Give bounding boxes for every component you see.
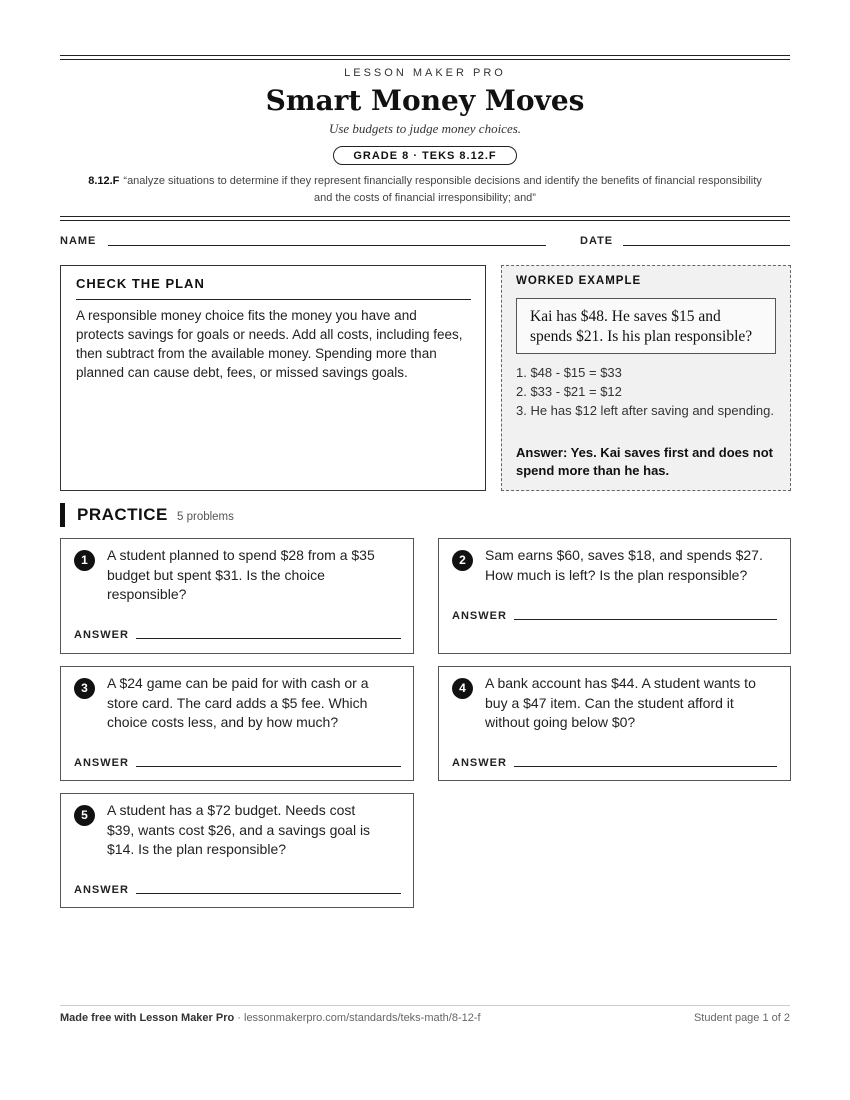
footer-page-number: Student page 1 of 2 xyxy=(693,1012,790,1024)
answer-field-3[interactable] xyxy=(136,766,401,767)
step-2: 2. $33 - $21 = $12 xyxy=(516,384,622,399)
answer-label-5: ANSWER xyxy=(74,884,129,896)
answer-field-4[interactable] xyxy=(514,766,777,767)
grade-badge: GRADE 8 · TEKS 8.12.F xyxy=(333,146,517,165)
problem-4-line-1: A bank account has $44. A student wants to xyxy=(485,675,756,691)
problem-2-line-1: Sam earns $60, saves $18, and spends $27. xyxy=(485,547,763,563)
problem-number-5: 5 xyxy=(74,805,95,826)
problem-card-3 xyxy=(60,666,414,781)
practice-count: 5 problems xyxy=(177,511,234,523)
problem-5-line-3: $14. Is the plan responsible? xyxy=(107,841,287,857)
problem-2-line-2: How much is left? Is the plan responsible? xyxy=(485,566,748,583)
standard-code: 8.12.F xyxy=(88,175,120,187)
worked-example-heading: WORKED EXAMPLE xyxy=(516,275,642,287)
problem-3-line-3: choice costs less, and by how much? xyxy=(107,714,339,730)
worked-example-answer: Answer: Yes. Kai saves first and does not spend more than he has. xyxy=(516,445,773,478)
answer-label-1: ANSWER xyxy=(74,629,129,641)
problem-number-3: 3 xyxy=(74,678,95,699)
problem-card-5 xyxy=(60,793,414,908)
worked-example-box xyxy=(501,265,791,491)
answer-field-2[interactable] xyxy=(514,619,777,620)
standard-text: “analyze situations to determine if they represent financially responsible decisions and identify the benefits of financial responsibility and the costs of financial irresponsibility; and” xyxy=(123,175,762,204)
answer-label-4: ANSWER xyxy=(452,757,507,769)
problem-1-line-1: A student planned to spend $28 from a $35 xyxy=(107,547,375,563)
footer-made-with: Made free with Lesson Maker Pro xyxy=(60,1012,235,1024)
heading-underline xyxy=(76,299,471,300)
problem-text-5 xyxy=(107,801,370,860)
problem-number-4: 4 xyxy=(452,678,473,699)
page-title: Smart Money Moves xyxy=(265,84,585,117)
standard-statement xyxy=(85,173,765,207)
page-subtitle: Use budgets to judge money choices. xyxy=(328,121,522,136)
answer-field-1[interactable] xyxy=(136,638,401,639)
problem-card-1 xyxy=(60,538,414,654)
step-3: 3. He has $12 left after saving and spending. xyxy=(516,403,775,418)
step-1: 1. $48 - $15 = $33 xyxy=(516,365,622,380)
date-label: DATE xyxy=(580,235,614,247)
problem-3-line-1: A $24 game can be paid for with cash or a xyxy=(107,675,369,691)
problem-5-line-2: $39, wants cost $26, and a savings goal is xyxy=(107,821,371,838)
problem-text-2 xyxy=(485,546,763,585)
answer-field-5[interactable] xyxy=(136,893,401,894)
check-the-plan-heading: CHECK THE PLAN xyxy=(76,276,205,291)
footer-credit xyxy=(60,1012,481,1024)
footer-url[interactable]: · lessonmakerpro.com/standards/teks-math/8-12-f xyxy=(234,1012,481,1024)
header-bottom-double-rule xyxy=(60,216,790,221)
problem-text-4 xyxy=(485,674,756,733)
problem-text-1 xyxy=(107,546,375,605)
problem-3-line-2: store card. The card adds a $5 fee. Which xyxy=(107,694,368,711)
top-double-rule xyxy=(60,55,790,60)
worked-example-steps xyxy=(516,363,776,420)
worked-example-question: Kai has $48. He saves $15 and spends $21. Is his plan responsible? xyxy=(516,298,776,354)
problem-card-2 xyxy=(438,538,791,654)
problem-number-2: 2 xyxy=(452,550,473,571)
answer-label-2: ANSWER xyxy=(452,610,507,622)
check-the-plan-box xyxy=(60,265,486,491)
answer-label-3: ANSWER xyxy=(74,757,129,769)
practice-heading: PRACTICE xyxy=(77,505,168,524)
name-field[interactable] xyxy=(108,245,546,246)
check-the-plan-text: A responsible money choice fits the money you have and protects savings for goals or needs. Add all costs, including fees, then subtract from the available money. Spending more than planned can cause debt, fees, or missed savings goals. xyxy=(76,308,463,380)
problem-1-line-3: responsible? xyxy=(107,586,187,602)
date-field[interactable] xyxy=(623,245,790,246)
problem-card-4 xyxy=(438,666,791,781)
problem-number-1: 1 xyxy=(74,550,95,571)
problem-5-line-1: A student has a $72 budget. Needs cost xyxy=(107,802,356,818)
problem-text-3 xyxy=(107,674,369,733)
problem-4-line-2: buy a $47 item. Can the student afford it xyxy=(485,694,734,711)
brand-name: LESSON MAKER PRO xyxy=(344,67,506,79)
problem-1-line-2: budget but spent $31. Is the choice xyxy=(107,566,325,583)
footer-rule xyxy=(60,1005,790,1006)
problem-4-line-3: without going below $0? xyxy=(485,714,636,730)
name-label: NAME xyxy=(60,235,97,247)
practice-accent-bar xyxy=(60,503,65,527)
